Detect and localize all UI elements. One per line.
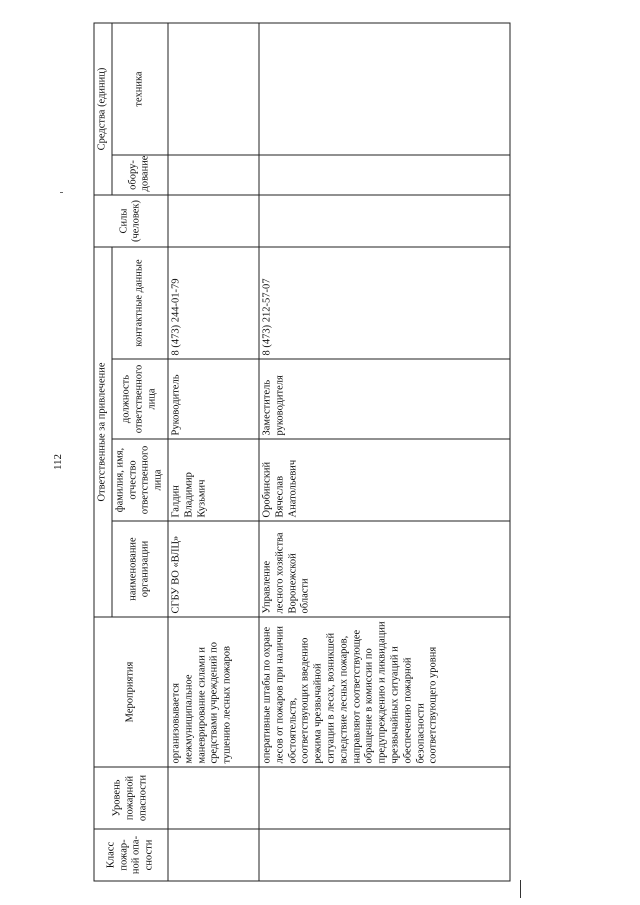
cell-position: Заместитель руководителя — [259, 359, 510, 439]
cell-measures: организовывается межмуниципальное маневрирование силами и средствами учреждений по тушению лесных пожаров — [168, 617, 259, 767]
header-responsible: Ответственные за привлечение — [94, 247, 112, 617]
cell-org-name: СГБУ ВО «ВЛЦ» — [168, 521, 259, 617]
scan-speck — [60, 192, 63, 193]
header-level: Уровень пожарной опасности — [94, 767, 168, 829]
cell-forces — [168, 195, 259, 247]
cell-machinery — [168, 23, 259, 155]
cell-level — [259, 767, 510, 829]
cell-measures: оперативные штабы по охране лесов от пожаров при наличии обстоятельств, соответствующих введению режима чрезвычайной ситуации в лесах, возникшей вследствие лесных пожаров, направляют соответствующее обращение в комиссии по предупреждению и ликвидации чрезвычайных ситуаций и обеспечению пожарной безопасности соответствующего уровня — [259, 617, 510, 767]
cell-equipment — [168, 155, 259, 195]
cell-level — [168, 767, 259, 829]
cell-class — [259, 829, 510, 881]
header-forces: Силы (человек) — [94, 195, 168, 247]
header-fio: фамилия, имя, отчество ответственного лица — [112, 439, 168, 521]
cell-contacts: 8 (473) 244-01-79 — [168, 247, 259, 359]
header-means: Средства (единиц) — [94, 23, 112, 195]
cell-equipment — [259, 155, 510, 195]
table-row — [168, 23, 259, 881]
table-container — [94, 24, 547, 882]
cell-position: Руководитель — [168, 359, 259, 439]
cell-fio: Галдин Владимир Кузьмич — [168, 439, 259, 521]
header-equipment: обору-дование — [112, 155, 168, 195]
header-machinery: техника — [112, 23, 168, 155]
cell-contacts: 8 (473) 212-57-07 — [259, 247, 510, 359]
cell-forces — [259, 195, 510, 247]
header-position: должность ответственного лица — [112, 359, 168, 439]
fire-danger-table — [94, 23, 511, 882]
cell-class — [168, 829, 259, 881]
header-org-name: наименование организации — [112, 521, 168, 617]
cell-org-name: Управление лесного хозяйства Воронежской области — [259, 521, 510, 617]
cell-fio: Оробинский Вячеслав Анатольевич — [259, 439, 510, 521]
page-number: 112 — [52, 453, 64, 471]
header-class: Класс пожар-ной опа-сности — [94, 829, 168, 881]
cell-machinery — [259, 23, 510, 155]
header-contacts: контактные данные — [112, 247, 168, 359]
header-measures: Мероприятия — [94, 617, 168, 767]
table-row — [259, 23, 510, 881]
scan-mark — [520, 880, 521, 898]
